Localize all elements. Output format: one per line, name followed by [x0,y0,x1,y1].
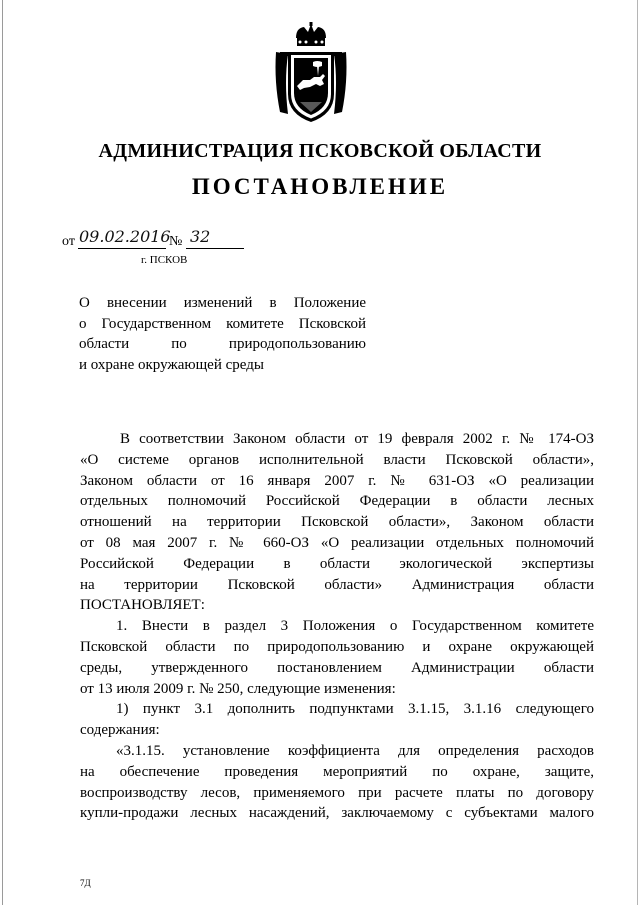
body-line: Российской Федерации в области экологической экспертизы [80,555,594,572]
administration-title: АДМИНИСТРАЦИЯ ПСКОВСКОЙ ОБЛАСТИ [98,140,542,162]
city-label: г. ПСКОВ [141,254,188,266]
body-line: В соответствии Законом области от 19 февраля 2002 г. № 174-ОЗ [120,431,594,447]
document-subject [79,293,366,375]
number-underline [186,248,244,249]
body-line: на территории Псковской области» Администрация области [80,576,594,593]
body-line: Псковской области по природопользованию и охране окружающей [80,638,594,655]
body-line: отдельных полномочий Российской Федерации в области лесных [80,493,594,510]
body-line: купли-продажи лесных насаждений, заключаемому с субъектами малого [80,805,594,822]
subject-line: о Государственном комитете Псковской [79,315,366,332]
scan-edge-left [2,0,3,905]
body-line: воспроизводству лесов, применяемого при расчете платы по договору [80,784,594,801]
scan-edge-right [637,0,638,905]
body-line: «О системе органов исполнительной власти Псковской области», [80,451,594,468]
body-line: 1. Внести в раздел 3 Положения о Государственном комитете [116,618,594,635]
pskov-coat-of-arms-emblem [270,22,352,126]
body-line: от 13 июля 2009 г. № 250, следующие изменения: [80,680,396,697]
body-line: содержания: [80,722,160,739]
number-prefix: № [169,234,183,249]
document-body [80,429,594,824]
date-prefix: от [62,234,75,249]
body-line: Законом области от 16 января 2007 г. № 631-ОЗ «О реализации [80,472,594,489]
date-number-line [62,227,262,252]
body-line: отношений на территории Псковской области», Законом области [80,514,594,531]
subject-line: и охране окружающей среды [79,356,264,373]
body-line: от 08 мая 2007 г. № 660-ОЗ «О реализации отдельных полномочий [80,534,594,551]
date-underline [78,248,166,249]
body-line: на обеспечение проведения мероприятий по охране, защите, [80,763,594,780]
handwritten-date: 09.02.2016 [79,227,171,246]
body-line: ПОСТАНОВЛЯЕТ: [80,597,205,614]
body-line: среды, утвержденного постановлением Администрации области [80,659,594,676]
handwritten-number: 32 [190,227,211,246]
subject-line: О внесении изменений в Положение [79,295,366,311]
page-footer-code: 7Д [80,878,91,888]
body-line: «3.1.15. установление коэффициента для определения расходов [116,742,594,759]
document-type-title: ПОСТАНОВЛЕНИЕ [191,174,449,199]
body-line: 1) пункт 3.1 дополнить подпунктами 3.1.15, 3.1.16 следующего [116,701,594,718]
subject-line: области по природопользованию [79,336,366,352]
